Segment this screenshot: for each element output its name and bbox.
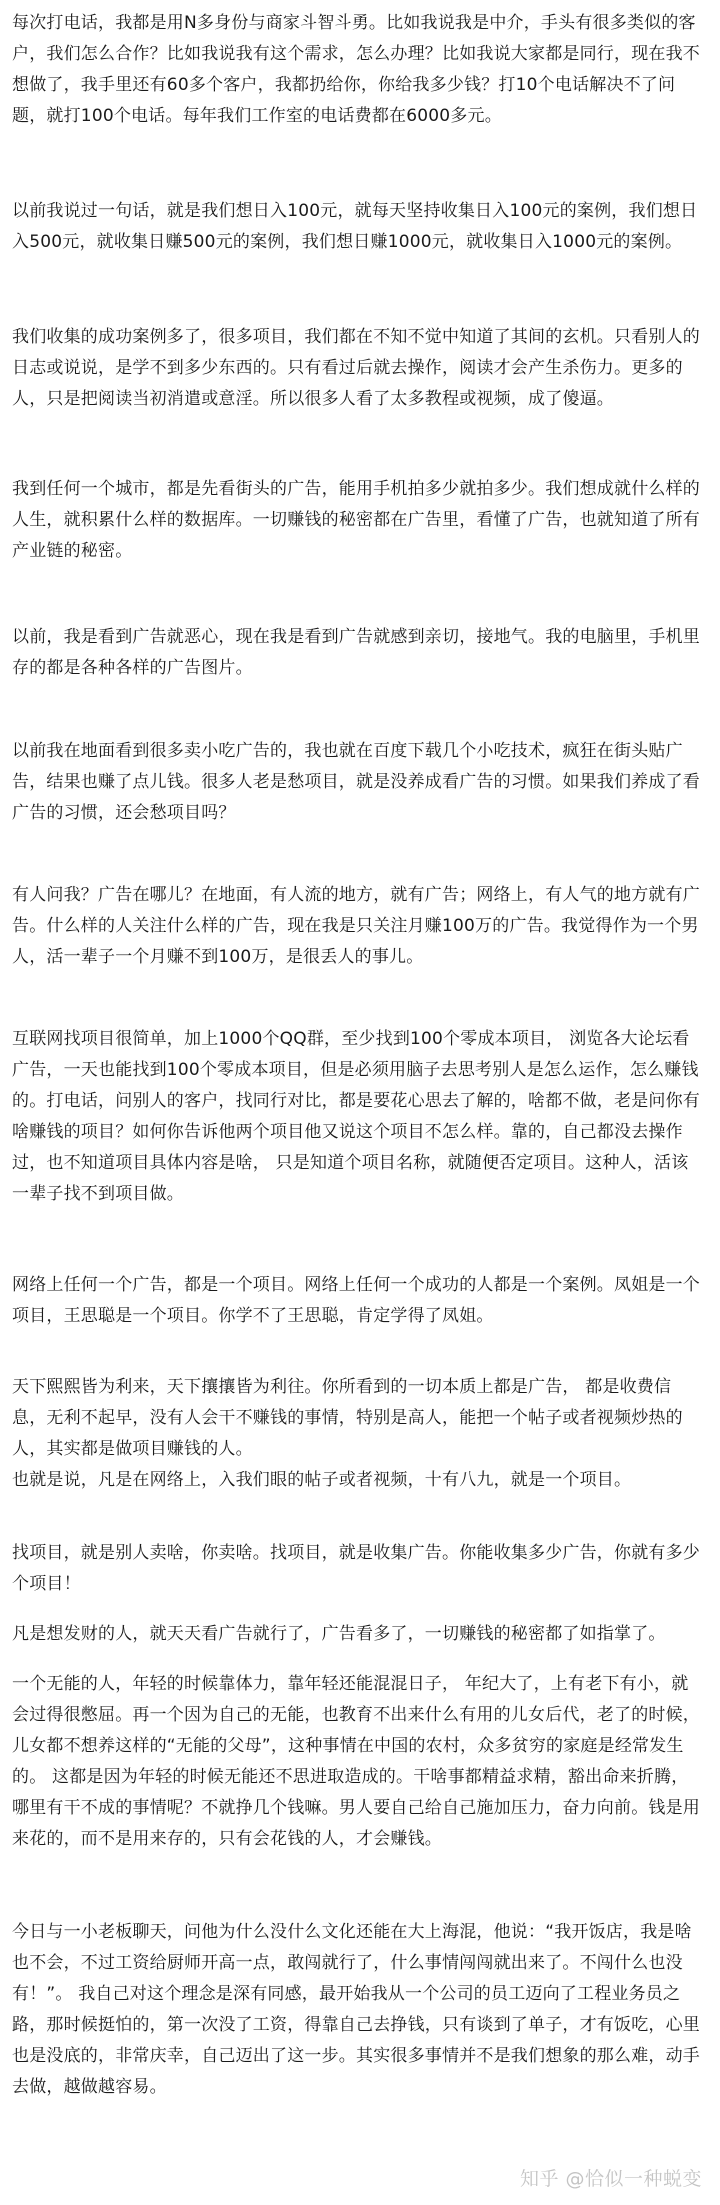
paragraph-where-are-ads: 有人问我？广告在哪儿？在地面，有人流的地方，就有广告；网络上，有人气的地方就有广告。什么样的人关注什么样的广告，现在我是只关注月赚100万的广告。我觉得作为一个男人，活一辈子一个月赚不到100万，是很丢人的事儿。	[12, 885, 700, 967]
paragraph-incompetent-man: 一个无能的人，年轻的时候靠体力，靠年轻还能混混日子， 年纪大了，上有老下有小，就会过得很憋屈。再一个因为自己的无能，也教育不出来什么有用的儿女后代，老了的时候，儿女都不想养这样的“无能的父母”，这种事情在中国的农村，众多贫穷的家庭是经常发生的。 这都是因为年轻的时候无能还不思进取造成的。干啥事都精益求精，豁出命来折腾，哪里有干不成的事情呢？不就挣几个钱嘛。男人要自己给自己施加压力，奋力向前。钱是用来花的，而不是用来存的，只有会花钱的人，才会赚钱。	[12, 1674, 700, 1849]
paragraph-calling-merchants: 每次打电话，我都是用N多身份与商家斗智斗勇。比如我说我是中介，手头有很多类似的客户，我们怎么合作？比如我说我有这个需求，怎么办理？比如我说大家都是同行，现在我不想做了，我手里还有60多个客户，我都扔给你，你给我多少钱？打10个电话解决不了问题，就打100个电话。每年我们工作室的电话费都在6000多元。	[12, 13, 700, 126]
paragraph-reading-power: 我们收集的成功案例多了，很多项目，我们都在不知不觉中知道了其间的玄机。只看别人的日志或说说，是学不到多少东西的。只有看过后就去操作，阅读才会产生杀伤力。更多的人，只是把阅读当初消遣或意淫。所以很多人看了太多教程或视频，成了傻逼。	[12, 327, 700, 409]
paragraph-collect-cases: 以前我说过一句话，就是我们想日入100元，就每天坚持收集日入100元的案例，我们想日入500元，就收集日赚500元的案例，我们想日赚1000元，就收集日入1000元的案例。	[12, 201, 698, 252]
paragraph-profit-motive: 天下熙熙皆为利来，天下攘攘皆为利往。你所看到的一切本质上都是广告， 都是收费信息，无利不起早，没有人会干不赚钱的事情，特别是高人，能把一个帖子或者视频炒热的人，其实都是做项目赚钱的人。 也就是说，凡是在网络上，入我们眼的帖子或者视频，十有八九，就是一个项目。	[12, 1377, 683, 1490]
paragraph-internet-projects: 互联网找项目很简单，加上1000个QQ群，至少找到100个零成本项目， 浏览各大论坛看广告，一天也能找到100个零成本项目，但是必须用脑子去思考别人是怎么运作，怎么赚钱的。打电话，问别人的客户，找同行对比，都是要花心思去了解的，啥都不做，老是问你有啥赚钱的项目？如何你告诉他两个项目他又说这个项目不怎么样。靠的，自己都没去操作过，也不知道项目具体内容是啥， 只是知道个项目名称，就随便否定项目。这种人，活该一辈子找不到项目做。	[12, 1029, 700, 1204]
paragraph-snack-ads: 以前我在地面看到很多卖小吃广告的，我也就在百度下载几个小吃技术，疯狂在街头贴广告，结果也赚了点儿钱。很多人老是愁项目，就是没养成看广告的习惯。如果我们养成了看广告的习惯，还会愁项目吗？	[12, 741, 700, 823]
paragraph-find-projects: 找项目，就是别人卖啥，你卖啥。找项目，就是收集广告。你能收集多少广告，你就有多少个项目！	[12, 1543, 700, 1594]
paragraph-street-ads: 我到任何一个城市，都是先看街头的广告，能用手机拍多少就拍多少。我们想成就什么样的人生，就积累什么样的数据库。一切赚钱的秘密都在广告里，看懂了广告，也就知道了所有产业链的秘密。	[12, 479, 700, 561]
paragraph-get-rich: 凡是想发财的人，就天天看广告就行了，广告看多了，一切赚钱的秘密都了如指掌了。	[12, 1624, 666, 1644]
paragraph-every-ad-project: 网络上任何一个广告，都是一个项目。网络上任何一个成功的人都是一个案例。凤姐是一个项目，王思聪是一个项目。你学不了王思聪，肯定学得了凤姐。	[12, 1275, 700, 1326]
paragraph-ad-attitude: 以前，我是看到广告就恶心，现在我是看到广告就感到亲切，接地气。我的电脑里，手机里存的都是各种各样的广告图片。	[12, 627, 700, 678]
zhihu-watermark: 知乎 @恰似一种蜕变	[519, 2168, 702, 2190]
paragraph-boss-chat: 今日与一小老板聊天，问他为什么没什么文化还能在大上海混，他说：“我开饭店，我是啥也不会，不过工资给厨师开高一点，敢闯就行了，什么事情闯闯就出来了。不闯什么也没有！”。 我自己对这个理念是深有同感，最开始我从一个公司的员工迈向了工程业务员之路，那时候挺怕的，第一次没了工资，得靠自己去挣钱，只有谈到了单子，才有饭吃，心里也是没底的，非常庆幸，自己迈出了这一步。其实很多事情并不是我们想象的那么难，动手去做，越做越容易。	[12, 1922, 700, 2097]
